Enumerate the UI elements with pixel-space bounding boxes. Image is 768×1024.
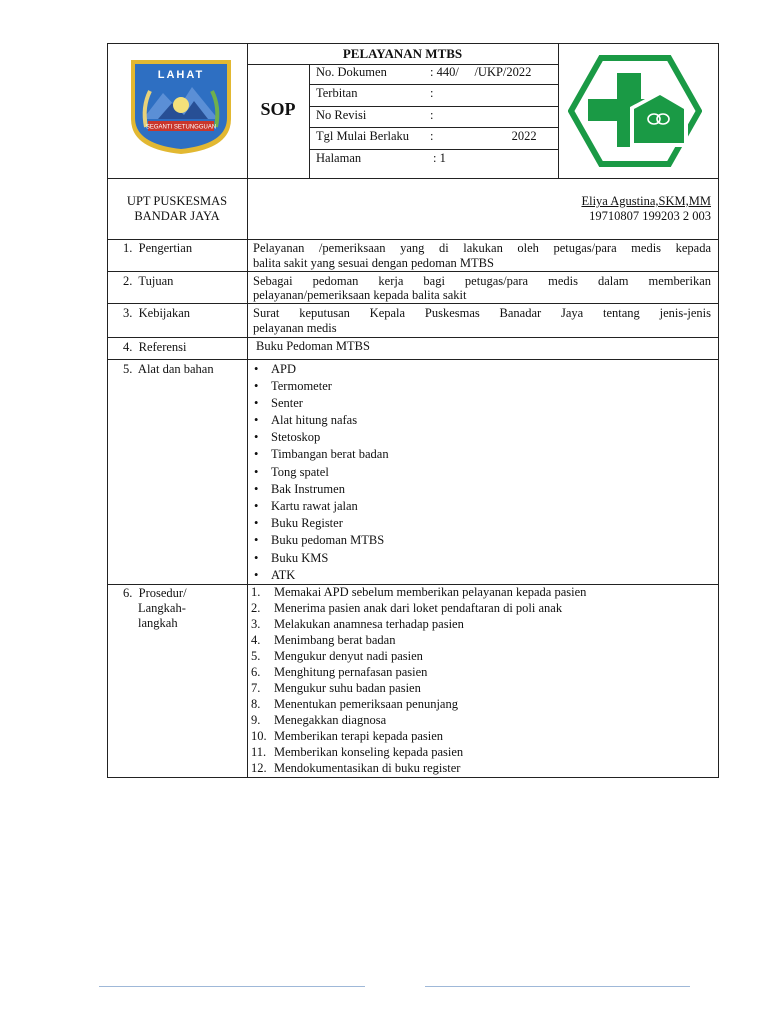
step-number: 9. — [251, 713, 261, 727]
lahat-logo-image — [128, 57, 234, 156]
step-text: Memberikan konseling kepada pasien — [274, 745, 464, 759]
row-line-3 — [107, 337, 719, 338]
step-text: Mengukur suhu badan pasien — [274, 681, 421, 695]
section-label-prosedur-1: 6. Prosedur/ — [123, 586, 187, 600]
meta-label-terbitan: Terbitan — [316, 86, 358, 100]
step-text: Menimbang berat badan — [274, 633, 396, 647]
step-text: Mendokumentasikan di buku register — [274, 761, 461, 775]
meta-label-no-dokumen: No. Dokumen — [316, 65, 387, 79]
step-text: Memberikan terapi kepada pasien — [274, 729, 444, 743]
list-item: • Bak Instrumen — [271, 482, 345, 496]
puskesmas-logo — [568, 55, 702, 167]
row-line-2 — [107, 303, 719, 304]
step-text: Melakukan anamnesa terhadap pasien — [274, 617, 464, 631]
header-bottom — [107, 178, 719, 179]
step-text: Menerima pasien anak dari loket pendaftaran di poli anak — [274, 601, 563, 615]
step-number: 5. — [251, 649, 261, 663]
footer-line-left — [99, 986, 365, 987]
section-label-tujuan: 2. Tujuan — [123, 274, 174, 288]
list-item: • Buku pedoman MTBS — [271, 533, 384, 547]
section-label-kebijakan: 3. Kebijakan — [123, 306, 190, 320]
list-item: • Termometer — [271, 379, 332, 393]
signer-nip: 19710807 199203 2 003 — [589, 209, 711, 223]
sop-label: SOP — [260, 99, 296, 119]
list-item: • Timbangan berat badan — [271, 447, 389, 461]
list-item: • Senter — [271, 396, 303, 410]
org-name-line1: UPT PUSKESMAS — [126, 194, 228, 208]
table-border-top — [107, 43, 719, 44]
table-border-left — [107, 43, 108, 777]
section-label-prosedur-3: langkah — [138, 616, 178, 630]
step-text: Menegakkan diagnosa — [274, 713, 387, 727]
table-border-bottom — [107, 777, 719, 778]
step-text: Mengukur denyut nadi pasien — [274, 649, 423, 663]
step-number: 8. — [251, 697, 261, 711]
meta-label-tgl-mulai: Tgl Mulai Berlaku — [316, 129, 410, 143]
section-label-prosedur-2: Langkah- — [138, 601, 186, 615]
footer-line-right — [425, 986, 690, 987]
tujuan-text-line1: Sebagai pedoman kerja bagi petugas/para medis dalam memberikan — [253, 274, 711, 288]
referensi-text: Buku Pedoman MTBS — [256, 339, 370, 353]
logo-ribbon-text: SEGANTI SETUNGGUAN — [145, 124, 217, 131]
step-number: 7. — [251, 681, 261, 695]
meta-line-2 — [309, 106, 558, 107]
signer-name: Eliya Agustina,SKM,MM — [581, 194, 711, 208]
meta-value-terbitan: : — [430, 86, 434, 100]
row-line-4 — [107, 359, 719, 360]
step-number: 11. — [251, 745, 267, 759]
meta-line-4 — [309, 149, 558, 150]
step-number: 1. — [251, 585, 261, 599]
meta-value-no-dokumen: : 440/ /UKP/2022 — [430, 65, 532, 79]
step-number: 2. — [251, 601, 261, 615]
kebijakan-text-line2: pelayanan medis — [253, 321, 337, 335]
meta-line-1 — [309, 84, 558, 85]
logo-title-text: LAHAT — [157, 69, 205, 81]
sop-divider — [309, 64, 310, 178]
table-border-right — [718, 43, 719, 777]
puskesmas-cross-icon — [568, 55, 702, 167]
meta-line-3 — [309, 127, 558, 128]
list-item: • Buku KMS — [271, 551, 328, 565]
list-item: • Alat hitung nafas — [271, 413, 357, 427]
step-number: 3. — [251, 617, 261, 631]
step-text: Menghitung pernafasan pasien — [274, 665, 428, 679]
section-label-pengertian: 1. Pengertian — [123, 241, 193, 255]
pengertian-text-line2: balita sakit yang sesuai dengan pedoman MTBS — [253, 256, 494, 270]
meta-value-no-revisi: : — [430, 108, 434, 122]
step-text: Memakai APD sebelum memberikan pelayanan kepada pasien — [274, 585, 587, 599]
list-item: • APD — [271, 362, 296, 376]
pengertian-text-line1: Pelayanan /pemeriksaan yang di lakukan oleh petugas/para medis kepada — [253, 241, 711, 255]
meta-value-halaman: : 1 — [433, 151, 446, 165]
step-number: 12. — [251, 761, 267, 775]
list-item: • Kartu rawat jalan — [271, 499, 358, 513]
step-number: 6. — [251, 665, 261, 679]
section-label-alat-bahan: 5. Alat dan bahan — [123, 362, 214, 376]
org-name-line2: BANDAR JAYA — [134, 209, 220, 223]
list-item: • Buku Register — [271, 516, 343, 530]
step-text: Menentukan pemeriksaan penunjang — [274, 697, 458, 711]
list-item: • Tong spatel — [271, 465, 329, 479]
lahat-logo — [128, 57, 234, 156]
tujuan-text-line2: pelayanan/pemeriksaan kepada balita sakit — [253, 288, 467, 302]
kebijakan-text-line1: Surat keputusan Kepala Puskesmas Banadar Jaya tentang jenis-jenis — [253, 306, 711, 320]
header-divider-left — [247, 43, 248, 777]
section-label-referensi: 4. Referensi — [123, 340, 187, 354]
meta-value-tgl-mulai: : 2022 — [430, 129, 537, 143]
list-item: • ATK — [271, 568, 295, 582]
meta-label-no-revisi: No Revisi — [316, 108, 367, 122]
step-number: 4. — [251, 633, 261, 647]
list-item: • Stetoskop — [271, 430, 320, 444]
header-divider-right — [558, 43, 559, 178]
meta-label-halaman: Halaman — [316, 151, 362, 165]
row-line-1 — [107, 271, 719, 272]
step-number: 10. — [251, 729, 267, 743]
document-title: PELAYANAN MTBS — [342, 46, 463, 61]
